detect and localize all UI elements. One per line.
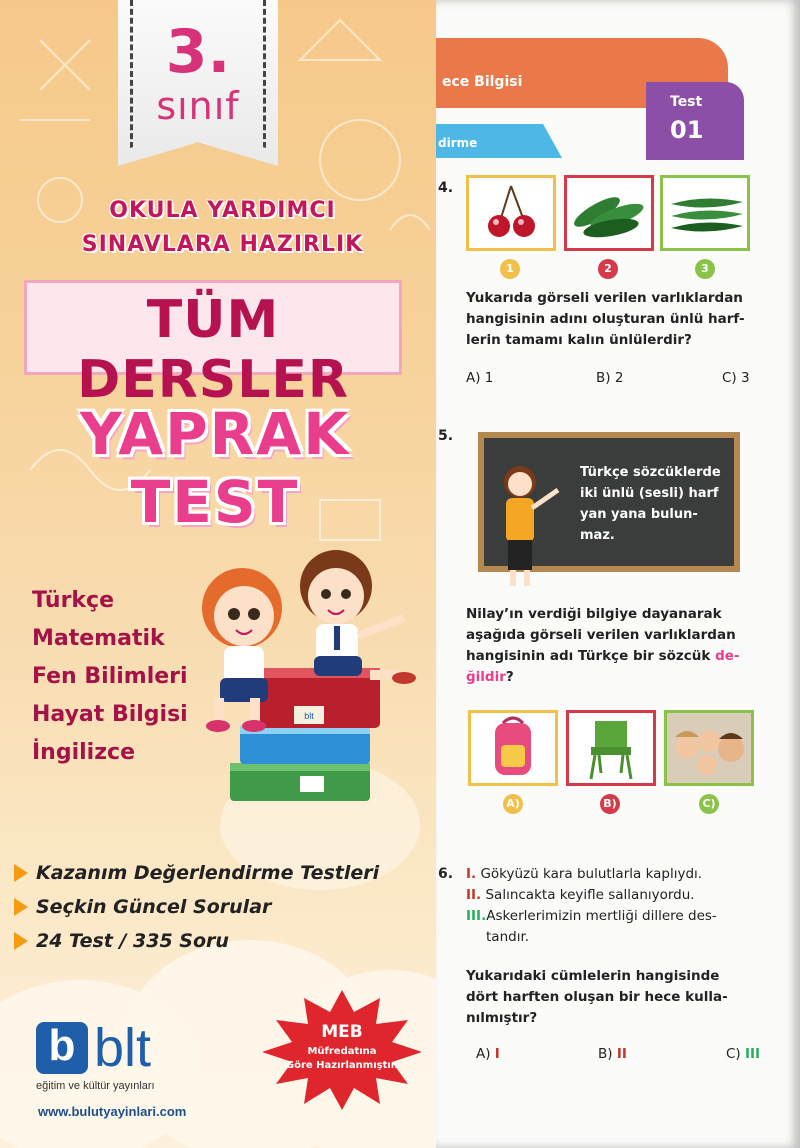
cherry-icon: [469, 178, 553, 248]
test-number: 01: [670, 116, 704, 144]
teacher-icon: [486, 460, 566, 590]
highlight-text: ğildir: [466, 669, 506, 685]
cucumber-icon: [567, 178, 651, 248]
meb-badge-title: MEB: [321, 1022, 363, 1042]
option-label-icon: B): [600, 794, 620, 814]
chair-icon: [569, 713, 653, 783]
triangle-bullet-icon: [14, 932, 28, 950]
cucumber-image: [564, 175, 654, 251]
option-label-icon: A): [503, 794, 523, 814]
book-spine-label: blt: [304, 711, 314, 721]
test-label: Test: [670, 94, 703, 110]
answer-option-c[interactable]: C) 3: [722, 370, 750, 386]
green-pepper-icon: [663, 178, 747, 248]
subtitle-line-1: OKULA YARDIMCI: [109, 198, 336, 223]
triangle-bullet-icon: [14, 864, 28, 882]
question-text: Nilay’ın verdiği bilgiye dayanarak aşağıda görseli verilen varlıklardan hangisinin adı Türkçe bir sözcük de- ğildir?: [466, 606, 740, 685]
subject-list: [32, 582, 188, 772]
backpack-icon: [471, 713, 555, 783]
grade-word: sınıf: [156, 84, 240, 128]
highlight-text: de-: [715, 648, 740, 664]
website-url: www.bulutyayinlari.com: [38, 1104, 187, 1119]
feature-list: [14, 856, 379, 958]
feature-item: Kazanım Değerlendirme Testleri: [14, 856, 379, 890]
answer-option-b[interactable]: B) 2: [596, 370, 624, 386]
feature-item: 24 Test / 335 Soru: [14, 924, 379, 958]
answer-option-c[interactable]: C) III: [726, 1046, 761, 1062]
subject-item: Matematik: [32, 626, 165, 651]
header-title: ece Bilgisi: [442, 74, 523, 90]
question-number: 6.: [438, 866, 454, 882]
option-label-icon: C): [699, 794, 719, 814]
triangle-bullet-icon: [14, 898, 28, 916]
question-text: Yukarıda görseli verilen varlıklardan hangisinin adını oluşturan ünlü harf- lerin tamamı kalın ünlülerdir?: [466, 290, 745, 348]
subject-item: Hayat Bilgisi: [32, 702, 188, 727]
question-text: Yukarıdaki cümlelerin hangisinde dört harften oluşan bir hece kulla- nılmıştır?: [466, 968, 728, 1026]
publisher-tagline: eğitim ve kültür yayınları: [36, 1080, 155, 1092]
green-pepper-image: [660, 175, 750, 251]
kids-illustration: [190, 538, 420, 818]
subtitle-line-2: SINAVLARA HAZIRLIK: [81, 232, 364, 257]
sentence-list: I. Gökyüzü kara bulutlarla kaplıydı. II. Salıncakta keyifle sallanıyordu. III.Askerlerimizin mertliği dillere des- tandır.: [466, 866, 717, 945]
main-title: TÜM DERSLER: [77, 290, 349, 410]
answer-option-a[interactable]: A) I: [476, 1046, 500, 1062]
family-icon: [667, 713, 751, 783]
feature-item: Seçkin Güncel Sorular: [14, 890, 379, 924]
grade-number: 3.: [165, 17, 231, 87]
publisher-logo: [36, 1018, 152, 1078]
meb-badge-line: Göre Hazırlanmıştır.: [285, 1060, 399, 1071]
answer-option-b[interactable]: B) II: [598, 1046, 627, 1062]
answer-option-a[interactable]: A) 1: [466, 370, 494, 386]
test-title: YAPRAK TEST: [79, 400, 351, 536]
option-number-icon: 3: [695, 259, 715, 279]
option-number-icon: 1: [500, 259, 520, 279]
subject-item: İngilizce: [32, 740, 135, 765]
subject-item: Türkçe: [32, 588, 115, 613]
question-number: 4.: [438, 180, 454, 196]
question-number: 5.: [438, 428, 454, 444]
subject-item: Fen Bilimleri: [32, 664, 188, 689]
chalkboard-text: Türkçe sözcüklerde iki ünlü (sesli) harf yan yana bulun- maz.: [580, 465, 721, 543]
family-image: [664, 710, 754, 786]
header-subtitle: dirme: [438, 136, 478, 150]
meb-badge-line: Müfredatına: [307, 1046, 377, 1057]
logo-wordmark: blt: [94, 1018, 152, 1078]
logo-b-mark: b: [36, 1022, 88, 1074]
chair-image: [566, 710, 656, 786]
cherry-image: [466, 175, 556, 251]
backpack-image: [468, 710, 558, 786]
option-number-icon: 2: [598, 259, 618, 279]
